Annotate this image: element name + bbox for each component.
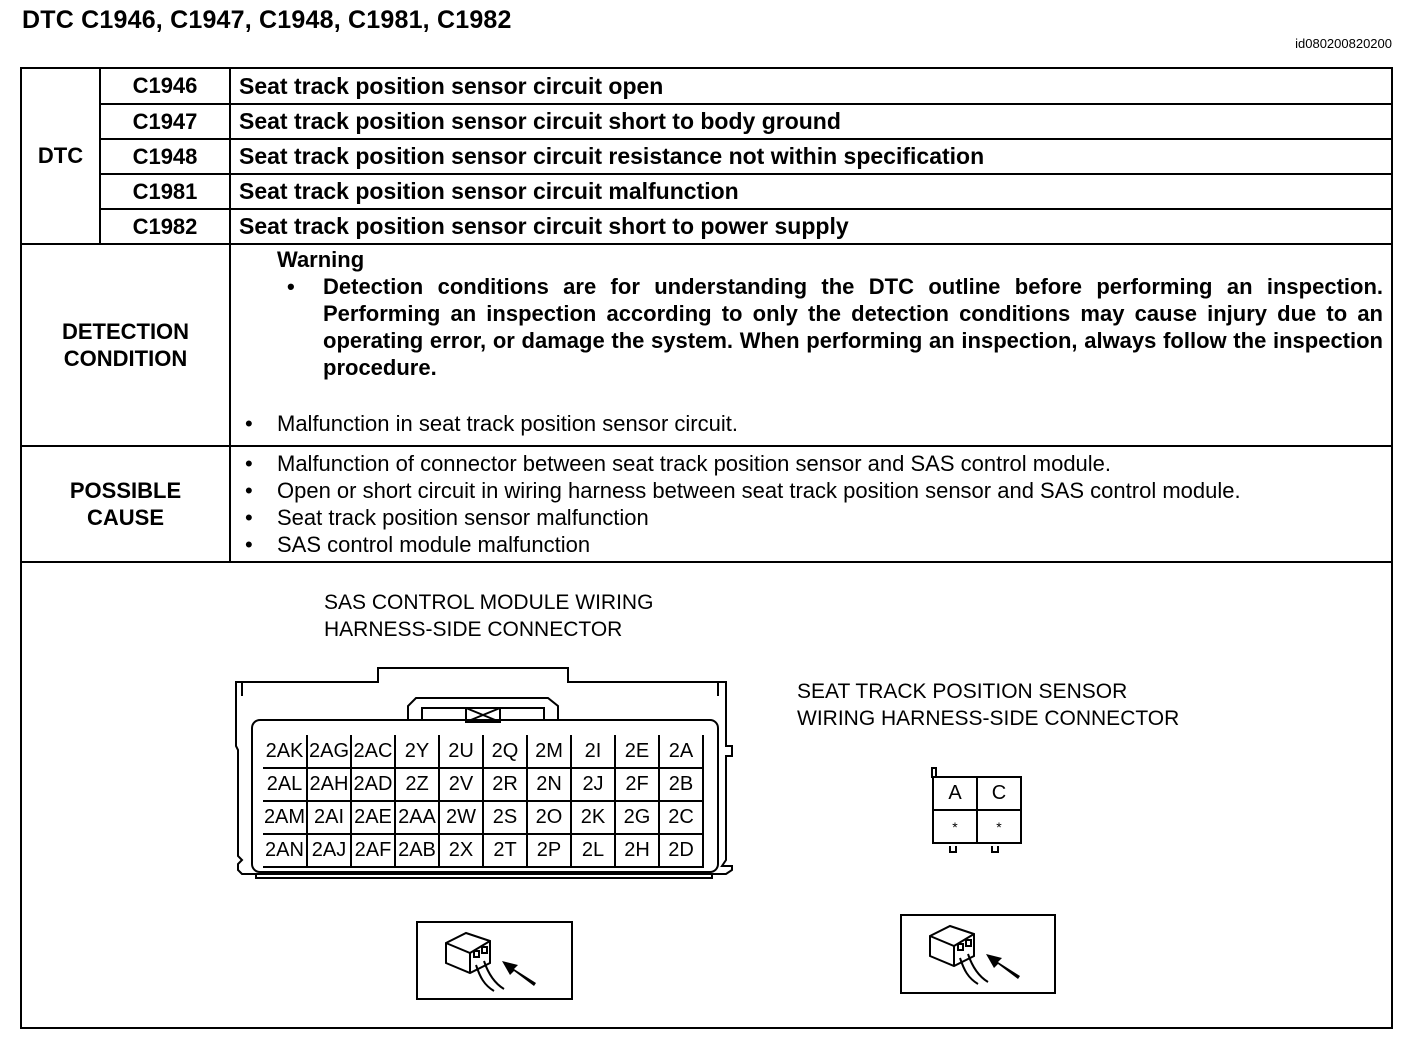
pin-cell: 2AK <box>263 735 307 768</box>
bullet-icon: • <box>245 505 253 530</box>
sensor-pin-grid <box>932 776 1022 844</box>
cause-list <box>245 450 1391 558</box>
list-item <box>245 410 1391 437</box>
cause-label-line2: CAUSE <box>86 505 164 530</box>
caption-line: HARNESS-SIDE CONNECTOR <box>324 618 623 641</box>
pin-cell: 2X <box>439 834 483 867</box>
dtc-row <box>22 209 1391 244</box>
sas-connector-caption <box>324 589 653 643</box>
bullet-icon: • <box>287 274 295 299</box>
pin-cell: 2N <box>527 768 571 801</box>
list-item-text: Seat track position sensor malfunction <box>277 505 649 530</box>
pin-cell: 2V <box>439 768 483 801</box>
list-item <box>245 531 1391 558</box>
list-item-text: SAS control module malfunction <box>277 532 591 557</box>
detection-row <box>22 244 1391 446</box>
pin-cell: 2S <box>483 801 527 834</box>
detection-label <box>22 244 230 446</box>
pin-cell: 2H <box>615 834 659 867</box>
pin-cell: 2U <box>439 735 483 768</box>
pin-cell: 2AN <box>263 834 307 867</box>
dtc-label: DTC <box>22 69 100 244</box>
pin-cell: 2Z <box>395 768 439 801</box>
dtc-code: C1946 <box>100 69 230 104</box>
bullet-icon: • <box>245 532 253 557</box>
pin-cell: C <box>977 777 1021 810</box>
dtc-description: Seat track position sensor circuit open <box>230 69 1391 104</box>
pin-row <box>263 834 703 867</box>
connector-view-icon <box>418 923 571 998</box>
pin-cell: 2AE <box>351 801 395 834</box>
dtc-row <box>22 174 1391 209</box>
dtc-description: Seat track position sensor circuit short to body ground <box>230 104 1391 139</box>
pin-cell: 2AI <box>307 801 351 834</box>
dtc-row <box>22 139 1391 174</box>
cause-row <box>22 446 1391 562</box>
caption-line: WIRING HARNESS-SIDE CONNECTOR <box>797 707 1180 730</box>
pin-cell: 2AC <box>351 735 395 768</box>
warning-list <box>287 273 1391 381</box>
dtc-table <box>22 69 1391 563</box>
dtc-code: C1981 <box>100 174 230 209</box>
dtc-description: Seat track position sensor circuit malfunction <box>230 174 1391 209</box>
connector-view-icon <box>902 916 1054 992</box>
detection-label-line2: CONDITION <box>63 346 188 371</box>
pin-cell: 2G <box>615 801 659 834</box>
pin-cell: 2AG <box>307 735 351 768</box>
sensor-view-indicator <box>900 914 1056 994</box>
pin-cell: 2K <box>571 801 615 834</box>
pin-cell: 2A <box>659 735 703 768</box>
page-title: DTC C1946, C1947, C1948, C1981, C1982 <box>22 6 512 34</box>
cause-label <box>22 446 230 562</box>
pin-cell: 2AB <box>395 834 439 867</box>
warning-title: Warning <box>277 247 365 272</box>
pin-cell: 2AH <box>307 768 351 801</box>
pin-cell: 2L <box>571 834 615 867</box>
dtc-code: C1948 <box>100 139 230 174</box>
pin-cell: 2AL <box>263 768 307 801</box>
pin-cell: 2AA <box>395 801 439 834</box>
bullet-icon: • <box>245 411 253 436</box>
cause-label-line1: POSSIBLE <box>69 478 182 503</box>
pin-cell: 2Q <box>483 735 527 768</box>
pin-cell: 2C <box>659 801 703 834</box>
caption-line: SAS CONTROL MODULE WIRING <box>324 591 654 614</box>
bullet-icon: • <box>245 451 253 476</box>
caption-line: SEAT TRACK POSITION SENSOR <box>797 680 1128 703</box>
pin-cell: 2D <box>659 834 703 867</box>
list-item <box>245 450 1391 477</box>
pin-row <box>263 768 703 801</box>
pin-cell: 2R <box>483 768 527 801</box>
detection-body <box>230 244 1391 446</box>
dtc-code: C1947 <box>100 104 230 139</box>
pin-cell: 2AJ <box>307 834 351 867</box>
dtc-description: Seat track position sensor circuit resistance not within specification <box>230 139 1391 174</box>
sas-view-indicator <box>416 921 573 1000</box>
pin-cell: 2E <box>615 735 659 768</box>
pin-row <box>933 810 1021 843</box>
list-item-text: Open or short circuit in wiring harness between seat track position sensor and SAS control module. <box>277 478 1241 503</box>
pin-cell: 2W <box>439 801 483 834</box>
sas-pin-grid <box>263 735 704 868</box>
cause-body <box>230 446 1391 562</box>
pin-cell: 2AM <box>263 801 307 834</box>
pin-cell: 2AD <box>351 768 395 801</box>
dtc-row <box>22 104 1391 139</box>
detection-label-line1: DETECTION <box>61 319 190 344</box>
pin-cell: 2Y <box>395 735 439 768</box>
pin-cell: 2T <box>483 834 527 867</box>
bullet-icon: • <box>245 478 253 503</box>
document-id: id080200820200 <box>1295 36 1392 51</box>
dtc-row <box>22 69 1391 104</box>
list-item <box>245 504 1391 531</box>
warning-text: Detection conditions are for understanding the DTC outline before performing an inspection. Performing an inspection according to only the detection conditions may cause injury due to an operating error, or damage the system. When performing an inspection, always follow the inspection procedure. <box>323 274 1383 380</box>
pin-row <box>263 801 703 834</box>
pin-cell: 2J <box>571 768 615 801</box>
pin-cell: A <box>933 777 977 810</box>
pin-row <box>933 777 1021 810</box>
dtc-description: Seat track position sensor circuit short to power supply <box>230 209 1391 244</box>
pin-cell: 2F <box>615 768 659 801</box>
list-item <box>245 477 1391 504</box>
pin-cell: 2B <box>659 768 703 801</box>
detection-list <box>245 410 1391 437</box>
pin-cell: * <box>977 810 1021 843</box>
list-item-text: Malfunction in seat track position sensor circuit. <box>277 411 738 436</box>
pin-cell: 2M <box>527 735 571 768</box>
pin-cell: 2O <box>527 801 571 834</box>
pin-row <box>263 735 703 768</box>
pin-cell: * <box>933 810 977 843</box>
warning-item <box>287 273 1391 381</box>
sensor-connector-caption <box>797 678 1179 732</box>
pin-cell: 2I <box>571 735 615 768</box>
pin-cell: 2P <box>527 834 571 867</box>
list-item-text: Malfunction of connector between seat track position sensor and SAS control module. <box>277 451 1112 476</box>
pin-cell: 2AF <box>351 834 395 867</box>
dtc-code: C1982 <box>100 209 230 244</box>
